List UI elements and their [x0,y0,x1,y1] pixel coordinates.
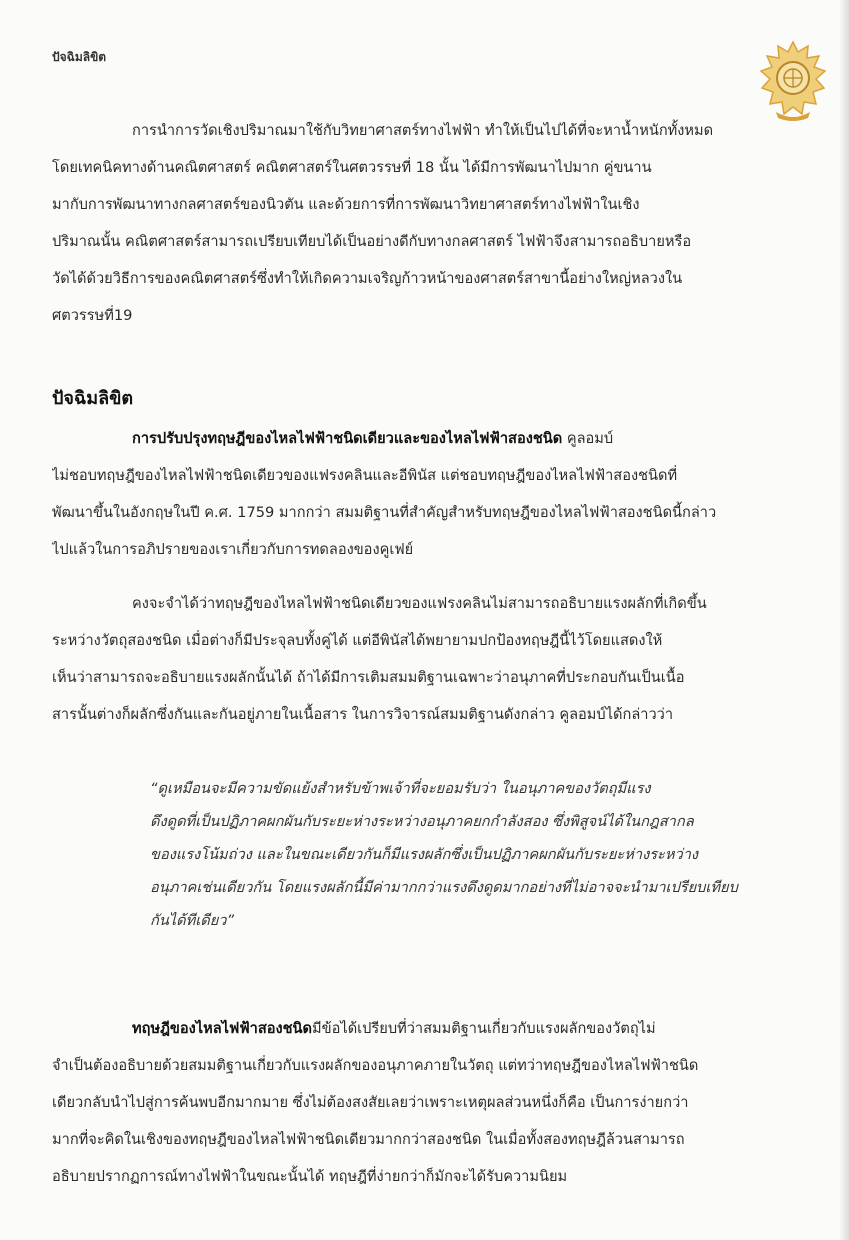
paragraph-2-line: ไปแล้วในการอภิปรายของเราเกี่ยวกับการทดลองของคูเฟย์ [52,541,414,558]
paragraph-1-line: มากับการพัฒนาทางกลศาสตร์ของนิวตัน และด้วยการที่การพัฒนาวิทยาศาสตร์ทางไฟฟ้าในเชิง [52,196,640,213]
paragraph-2-first-line [52,420,802,457]
paragraph-3-line: คงจะจำได้ว่าทฤษฎีของไหลไฟฟ้าชนิดเดียวของแฟรงคลินไม่สามารถอธิบายแรงผลักที่เกิดขึ้น [132,595,707,612]
quote-line: ของแรงโน้มถ่วง และในขณะเดียวกันก็มีแรงผลักซึ่งเป็นปฏิภาคผกผันกับระยะห่างระหว่าง [150,846,699,863]
quote-line: อนุภาคเช่นเดียวกัน โดยแรงผลักนี้มีค่ามากกว่าแรงดึงดูดมากอย่างที่ไม่อาจจะนำมาเปรียบเทียบ [150,879,738,896]
paragraph-4-line: มากที่จะคิดในเชิงของทฤษฎีของไหลไฟฟ้าชนิดเดียวมากกว่าสองชนิด ในเมื่อทั้งสองทฤษฎีล้วนสามารถ [52,1131,685,1148]
paragraph-3 [52,585,802,733]
block-quote [150,772,760,937]
paragraph-2-line: พัฒนาขึ้นในอังกฤษในปี ค.ศ. 1759 มากกว่า สมมติฐานที่สำคัญสำหรับทฤษฎีของไหลไฟฟ้าสองชนิดนี้กล่าว [52,504,717,521]
paragraph-3-line: เห็นว่าสามารถจะอธิบายแรงผลักนั้นได้ ถ้าได้มีการเติมสมมติฐานเฉพาะว่าอนุภาคที่ประกอบกันเป็นเนื้อ [52,669,685,686]
quote-line: ดึงดูดที่เป็นปฏิภาคผกผันกับระยะห่างระหว่างอนุภาคยกกำลังสอง ซึ่งพิสูจน์ได้ในกฎสากล [150,813,694,830]
paragraph-4-bold-lead: ทฤษฎีของไหลไฟฟ้าสองชนิด [132,1020,312,1037]
paragraph-1-line: การนำการวัดเชิงปริมาณมาใช้กับวิทยาศาสตร์ทางไฟฟ้า ทำให้เป็นไปได้ที่จะหาน้ำหนักทั้งหมด [132,122,714,139]
paragraph-2-first-line-rest: คูลอมบ์ [562,430,614,447]
paragraph-2 [52,420,802,568]
quote-line: กันได้ทีเดียว” [150,912,235,929]
paragraph-4 [52,1010,802,1195]
paragraph-4-line: จำเป็นต้องอธิบายด้วยสมมติฐานเกี่ยวกับแรงผลักของอนุภาคภายในวัตถุ แต่ทว่าทฤษฎีของไหลไฟฟ้าชนิด [52,1057,699,1074]
emblem-icon [758,40,828,122]
scan-edge-shadow [839,0,849,1240]
paragraph-4-first-line-rest: มีข้อได้เปรียบที่ว่าสมมติฐานเกี่ยวกับแรงผลักของวัตถุไม่ [312,1020,656,1037]
paragraph-4-first-line [52,1010,802,1047]
running-header: ปัจฉิมลิขิต [52,50,107,64]
paragraph-1 [52,112,802,334]
paragraph-2-line: ไม่ชอบทฤษฎีของไหลไฟฟ้าชนิดเดียวของแฟรงคลินและอีพินัส แต่ชอบทฤษฎีของไหลไฟฟ้าสองชนิดที่ [52,467,678,484]
paragraph-4-line: อธิบายปรากฏการณ์ทางไฟฟ้าในขณะนั้นได้ ทฤษฎีที่ง่ายกว่าก็มักจะได้รับความนิยม [52,1168,568,1185]
paragraph-1-line: ปริมาณนั้น คณิตศาสตร์สามารถเปรียบเทียบได้เป็นอย่างดีกับทางกลศาสตร์ ไฟฟ้าจึงสามารถอธิบายหรือ [52,233,692,250]
quote-line: “ดูเหมือนจะมีความขัดแย้งสำหรับข้าพเจ้าที่จะยอมรับว่า ในอนุภาคของวัตถุมีแรง [150,780,651,797]
paragraph-4-line: เดียวกลับนำไปสู่การค้นพบอีกมากมาย ซึ่งไม่ต้องสงสัยเลยว่าเพราะเหตุผลส่วนหนึ่งก็คือ เป็นการง่ายกว่า [52,1094,689,1111]
paragraph-3-line: สารนั้นต่างก็ผลักซึ่งกันและกันอยู่ภายในเนื้อสาร ในการวิจารณ์สมมติฐานดังกล่าว คูลอมบ์ได้กล่าวว่า [52,706,674,723]
paragraph-2-bold-lead: การปรับปรุงทฤษฎีของไหลไฟฟ้าชนิดเดียวและของไหลไฟฟ้าสองชนิด [132,430,563,447]
section-heading: ปัจฉิมลิขิต [52,388,134,409]
paragraph-3-line: ระหว่างวัตถุสองชนิด เมื่อต่างก็มีประจุลบทั้งคู่ได้ แต่อีพินัสได้พยายามปกป้องทฤษฎีนี้ไว้โดยแสดงให้ [52,632,663,649]
paragraph-1-line: วัดได้ด้วยวิธีการของคณิตศาสตร์ซึ่งทำให้เกิดความเจริญก้าวหน้าของศาสตร์สาขานี้อย่างใหญ่หลวงใน [52,270,683,287]
paragraph-1-line: ศตวรรษที่19 [52,307,133,324]
paragraph-1-line: โดยเทคนิคทางด้านคณิตศาสตร์ คณิตศาสตร์ในศตวรรษที่ 18 นั้น ได้มีการพัฒนาไปมาก คู่ขนาน [52,159,652,176]
